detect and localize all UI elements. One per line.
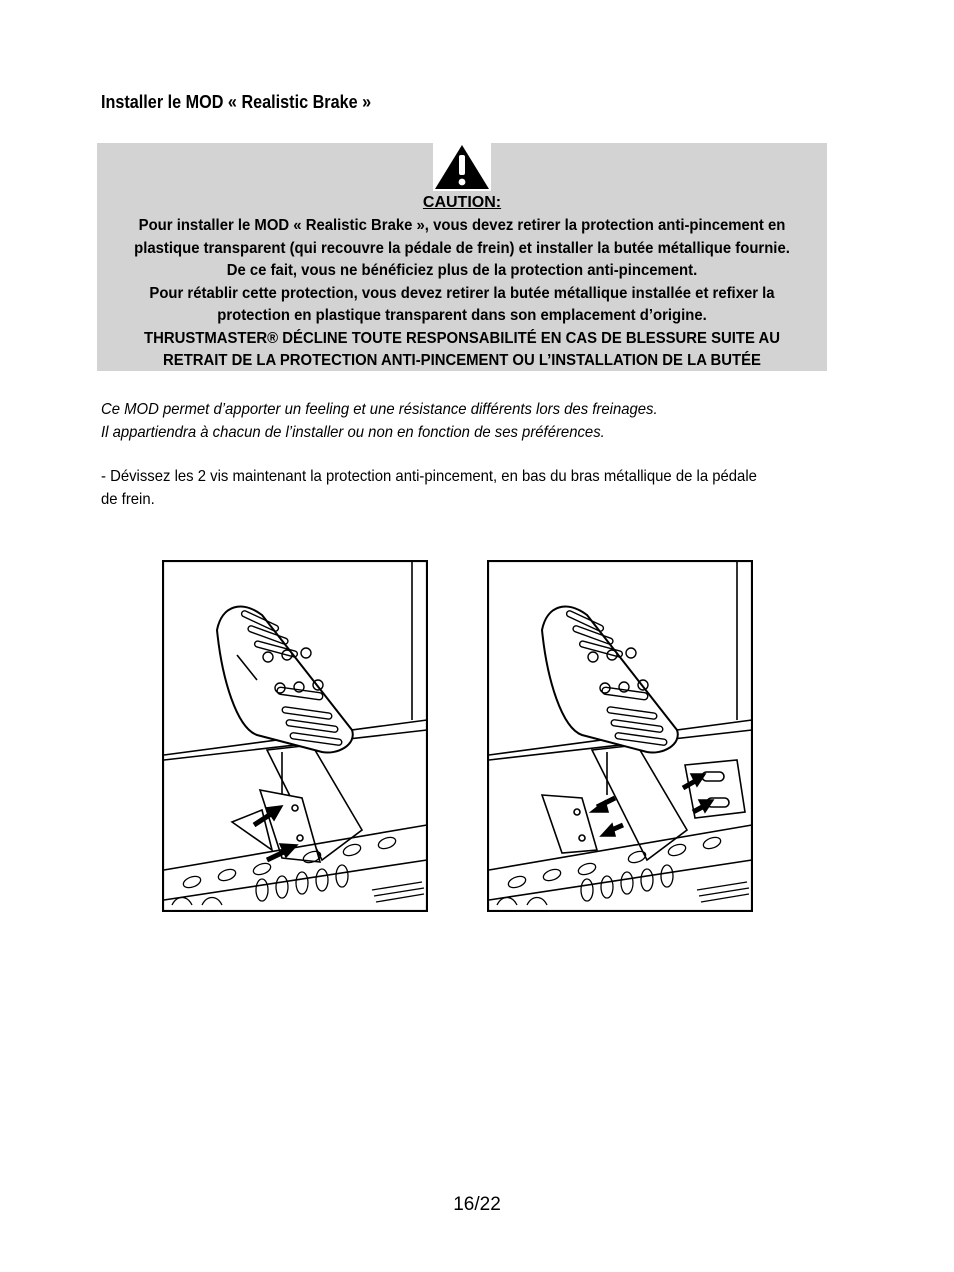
page-heading: Installer le MOD « Realistic Brake » [101,92,372,112]
step-instruction [101,465,757,511]
intro-line: Ce MOD permet d’apporter un feeling et une résistance différents lors des freinages. [101,401,658,418]
caution-line: Pour rétablir cette protection, vous devez retirer la butée métallique installée et refixer la [149,284,775,302]
intro-paragraph [101,399,658,444]
warning-triangle-icon [433,143,491,191]
caution-line: protection en plastique transparent dans son emplacement d’origine. [217,307,707,324]
brake-pedal-illustration-screws [162,560,428,912]
caution-text [128,215,796,373]
caution-title: CAUTION: [422,194,502,211]
caution-line: De ce fait, vous ne bénéficiez plus de la protection anti-pincement. [226,262,698,279]
intro-line: Il appartiendra à chacun de l’installer ou non en fonction de ses préférences. [101,423,605,441]
caution-line: RETRAIT DE LA PROTECTION ANTI-PINCEMENT OU L’INSTALLATION DE LA BUTÉE [163,352,761,369]
caution-line: plastique transparent (qui recouvre la pédale de frein) et installer la butée métallique fournie. [134,239,790,257]
caution-line: Pour installer le MOD « Realistic Brake », vous devez retirer la protection anti-pincement en [138,217,786,234]
caution-box [97,143,827,371]
step-line: de frein. [101,491,155,508]
page-number: 16/22 [453,1194,501,1215]
step-line: - Dévissez les 2 vis maintenant la protection anti-pincement, en bas du bras métallique de la pédale [101,468,757,485]
caution-line: THRUSTMASTER® DÉCLINE TOUTE RESPONSABILITÉ EN CAS DE BLESSURE SUITE AU [144,329,780,347]
brake-pedal-illustration-stop [487,560,753,912]
